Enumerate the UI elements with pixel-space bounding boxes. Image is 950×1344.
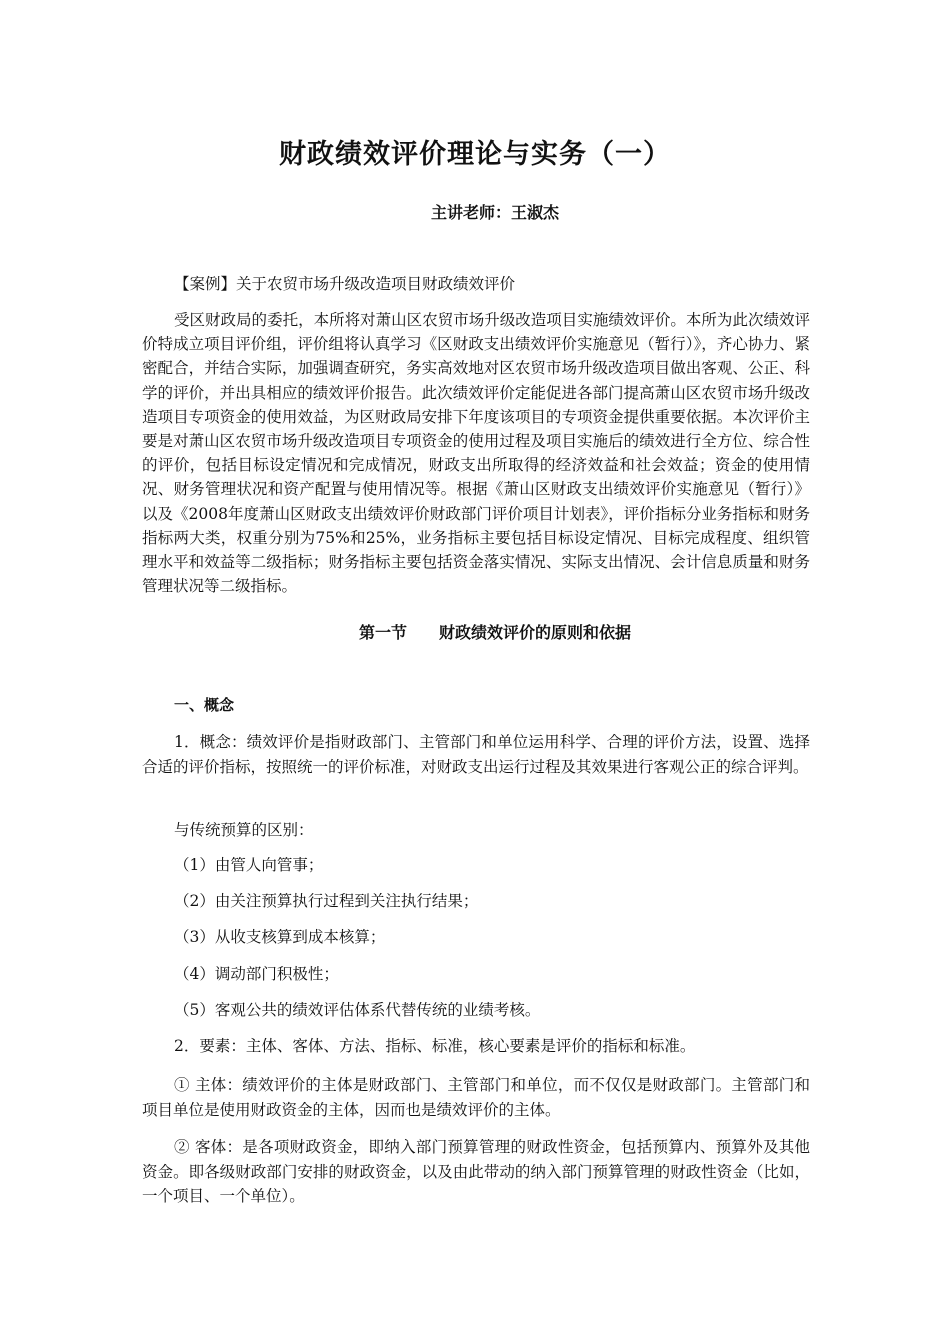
list-item: （4）调动部门积极性；	[174, 965, 339, 983]
lecturer-line: 主讲老师：王淑杰	[430, 203, 559, 222]
list-item: （2）由关注预算执行过程到关注执行结果；	[174, 892, 479, 910]
document-title: 财政绩效评价理论与实务（一）	[279, 139, 671, 170]
elements-paragraph: 2．要素：主体、客体、方法、指标、标准，核心要素是评价的指标和标准。	[174, 1037, 696, 1055]
section-heading: 第一节 财政绩效评价的原则和依据	[358, 623, 631, 642]
list-item: （5）客观公共的绩效评估体系代替传统的业绩考核。	[174, 1001, 541, 1019]
list-item: （3）从收支核算到成本核算；	[174, 928, 386, 946]
object-paragraph: ② 客体：是各项财政资金，即纳入部门预算管理的财政性资金，包括预算内、预算外及其他资金。即各级财政部门安排的财政资金，以及由此带动的纳入部门预算管理的财政性资金（比如，一个项目、一个单位）。	[142, 1138, 810, 1205]
concept-paragraph: 1．概念：绩效评价是指财政部门、主管部门和单位运用科学、合理的评价方法，设置、选择合适的评价指标，按照统一的评价标准，对财政支出运行过程及其效果进行客观公正的综合评判。	[142, 733, 810, 776]
case-title: 【案例】关于农贸市场升级改造项目财政绩效评价	[174, 275, 516, 293]
list-item: （1）由管人向管事；	[174, 856, 324, 874]
case-body-paragraph: 受区财政局的委托，本所将对萧山区农贸市场升级改造项目实施绩效评价。本所为此次绩效评价特成立项目评价组，评价组将认真学习《区财政支出绩效评价实施意见（暂行）》，齐心协力、紧密配合，并结合实际，加强调查研究，务实高效地对区农贸市场升级改造项目做出客观、公正、科学的评价，并出具相应的绩效评价报告。此次绩效评价定能促进各部门提高萧山区农贸市场升级改造项目专项资金的使用效益，为区财政局安排下年度该项目的专项资金提供重要依据。本次评价主要是对萧山区农贸市场升级改造项目专项资金的使用过程及项目实施后的绩效进行全方位、综合性的评价，包括目标设定情况和完成情况，财政支出所取得的经济效益和社会效益；资金的使用情况、财务管理状况和资产配置与使用情况等。根据《萧山区财政支出绩效评价实施意见（暂行）》以及《2008年度萧山区财政支出绩效评价财政部门评价项目计划表》，评价指标分业务指标和财务指标两大类，权重分别为75%和25%，业务指标主要包括目标设定情况、目标完成程度、组织管理水平和效益等二级指标；财务指标主要包括资金落实情况、实际支出情况、会计信息质量和财务管理状况等二级指标。	[142, 311, 810, 596]
difference-intro: 与传统预算的区别：	[174, 821, 314, 839]
subject-paragraph: ① 主体：绩效评价的主体是财政部门、主管部门和单位，而不仅仅是财政部门。主管部门和项目单位是使用财政资金的主体，因而也是绩效评价的主体。	[142, 1076, 810, 1119]
subsection-heading: 一、概念	[174, 696, 235, 714]
